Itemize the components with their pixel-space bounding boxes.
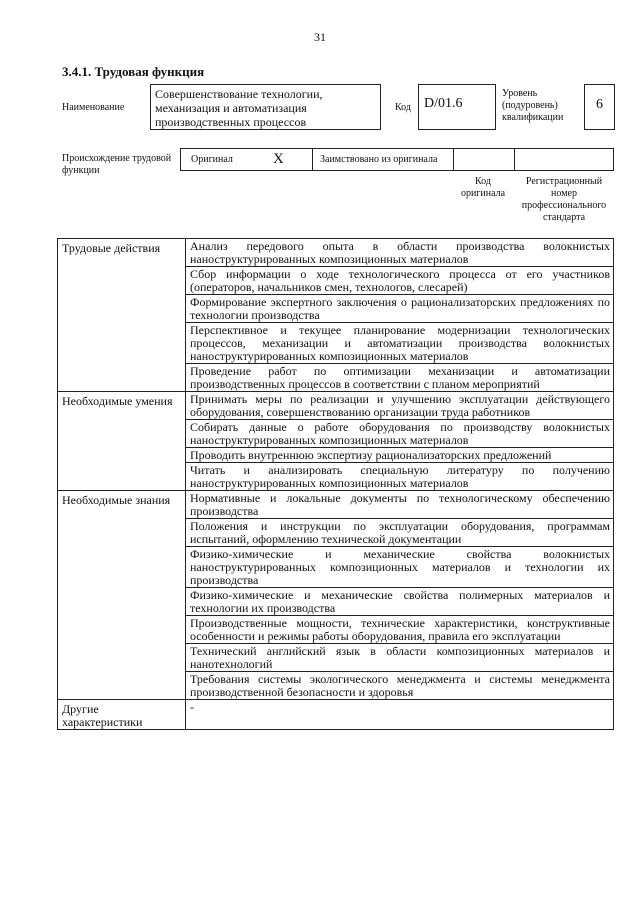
category-cell: Необходимые знания xyxy=(58,491,186,700)
table-item: Производственные мощности, технические характеристики, конструктивные особенности и режимы работы оборудования, правила его эксплуатации xyxy=(186,616,614,644)
code-field: D/01.6 xyxy=(418,84,496,130)
code-label: Код xyxy=(395,102,411,113)
section-heading: 3.4.1. Трудовая функция xyxy=(62,64,205,79)
table-row xyxy=(58,700,614,730)
table-row xyxy=(58,392,614,420)
origin-divider xyxy=(312,149,313,170)
borrowed-label: Заимствовано из оригинала xyxy=(320,154,438,165)
table-item: Нормативные и локальные документы по технологическому обеспечению производства xyxy=(186,491,614,519)
category-cell: Необходимые умения xyxy=(58,392,186,491)
table-item: Физико-химические и механические свойства полимерных материалов и технологии их производства xyxy=(186,588,614,616)
table-item: Положения и инструкции по эксплуатации оборудования, программам испытаний, оформлению технической документации xyxy=(186,519,614,547)
table-item: - xyxy=(186,700,614,730)
code-caption: Код оригинала xyxy=(460,176,506,199)
origin-row xyxy=(180,148,614,171)
table-item: Читать и анализировать специальную литературу по получению наноструктурированных композиционных материалов xyxy=(186,463,614,491)
table-item: Перспективное и текущее планирование модернизации технологических процессов, механизации и автоматизации производства волокнистых наноструктурированных композиционных материалов xyxy=(186,323,614,364)
table-item: Анализ передового опыта в области производства волокнистых наноструктурированных композиционных материалов xyxy=(186,239,614,267)
original-label: Оригинал xyxy=(191,154,233,165)
reg-caption: Регистрационный номер профессионального стандарта xyxy=(521,176,607,223)
table-item: Принимать меры по реализации и улучшению эксплуатации действующего оборудования, совершенствованию организации труда работников xyxy=(186,392,614,420)
original-mark: X xyxy=(273,151,284,167)
level-label: Уровень (подуровень) квалификации xyxy=(502,88,564,123)
origin-divider xyxy=(514,149,515,170)
table-item: Сбор информации о ходе технологического процесса от его участников (операторов, начальников смен, технологов, слесарей) xyxy=(186,267,614,295)
table-row xyxy=(58,491,614,519)
table-item: Физико-химические и механические свойства волокнистых наноструктурированных композиционных материалов и технологии их производства xyxy=(186,547,614,588)
level-field: 6 xyxy=(584,84,615,130)
table-row xyxy=(58,239,614,267)
category-cell: Трудовые действия xyxy=(58,239,186,392)
origin-label: Происхождение трудовой функции xyxy=(62,153,172,176)
origin-divider xyxy=(453,149,454,170)
table-item: Проводить внутреннюю экспертизу рационализаторских предложений xyxy=(186,448,614,463)
page-number: 31 xyxy=(314,30,326,44)
name-label: Наименование xyxy=(62,102,125,113)
table-item: Требования системы экологического менеджмента и системы менеджмента производственной безопасности и здоровья xyxy=(186,672,614,700)
table-item: Проведение работ по оптимизации механизации и автоматизации производственных процессов в соответствии с планом мероприятий xyxy=(186,364,614,392)
table-item: Собирать данные о работе оборудования по производству волокнистых наноструктурированных композиционных материалов xyxy=(186,420,614,448)
function-details-table xyxy=(57,238,614,730)
table-item: Технический английский язык в области композиционных материалов и нанотехнологий xyxy=(186,644,614,672)
category-cell: Другие характеристики xyxy=(58,700,186,730)
table-item: Формирование экспертного заключения о рационализаторских предложениях по технологии производства xyxy=(186,295,614,323)
function-name-field: Совершенствование технологии, механизация и автоматизация производственных процессов xyxy=(150,84,381,130)
